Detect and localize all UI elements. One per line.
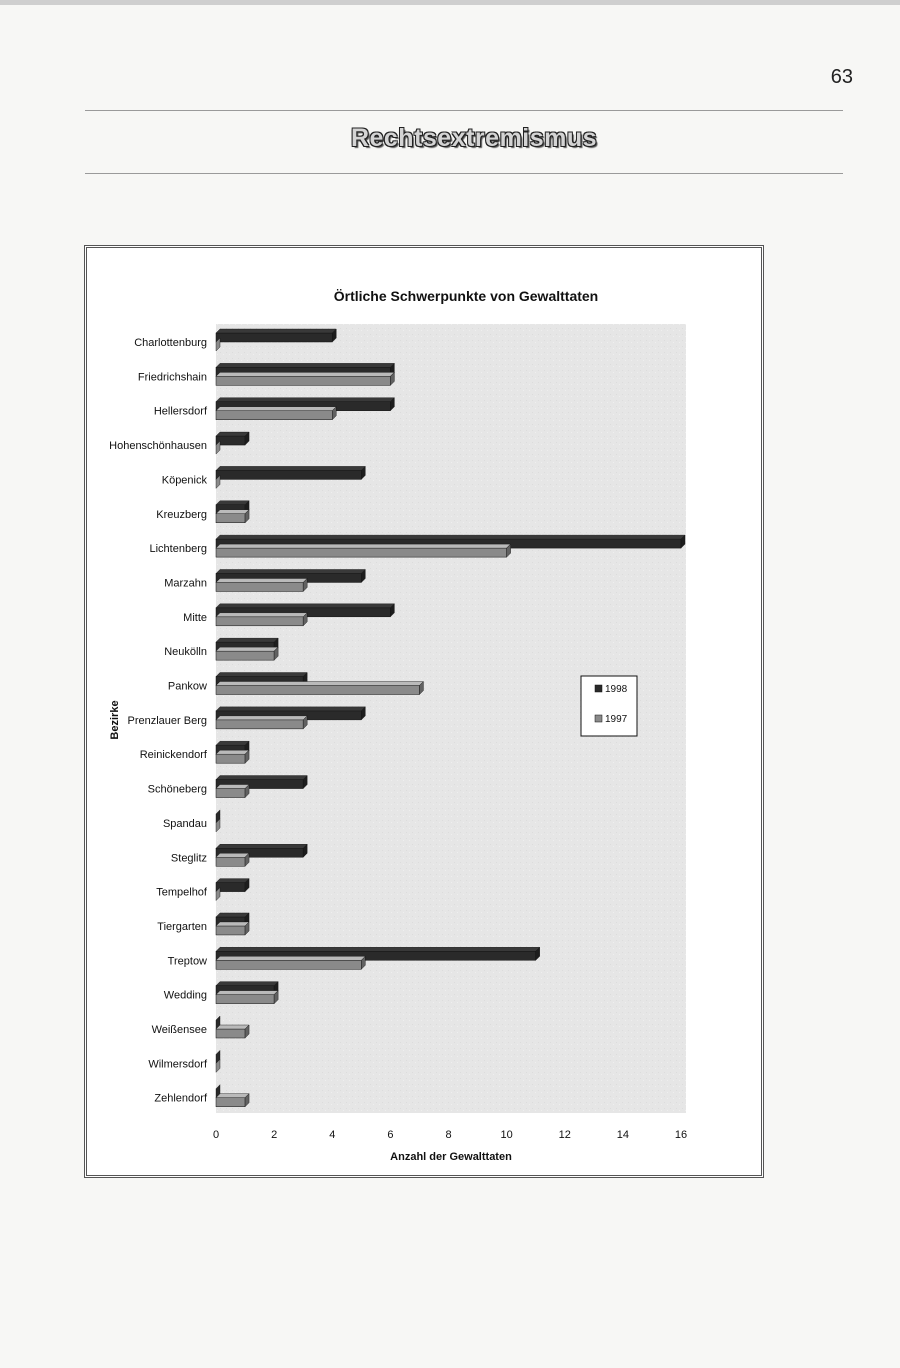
bar-1997-Zehlendorf [216, 1094, 249, 1107]
x-tick-label: 2 [271, 1129, 278, 1141]
bar-1997-Schöneberg [216, 785, 249, 798]
category-label: Köpenick [161, 474, 207, 487]
category-label: Schöneberg [147, 783, 207, 796]
bar-1998-Tempelhof [216, 879, 249, 892]
category-label: Prenzlauer Berg [127, 714, 207, 727]
section-title: Rechtsextremismus [350, 124, 598, 152]
category-label: Reinickendorf [139, 749, 207, 762]
bar-1997-Wedding [216, 991, 278, 1004]
x-tick-label: 14 [616, 1129, 629, 1141]
x-tick-label: 6 [387, 1129, 394, 1141]
category-label: Spandau [162, 817, 207, 830]
category-label: Weißensee [151, 1024, 207, 1036]
bar-1997-Hellersdorf [216, 407, 336, 420]
x-axis-label: Anzahl der Gewalttaten [390, 1151, 512, 1163]
header-rule-top [85, 110, 843, 111]
bar-1998-Charlottenburg [216, 329, 336, 342]
category-label: Treptow [167, 955, 207, 968]
category-label: Mitte [183, 611, 207, 624]
x-tick-label: 0 [212, 1129, 220, 1141]
bar-1997-Pankow [216, 682, 423, 695]
legend-swatch-1998 [595, 685, 602, 692]
bar-1997-Prenzlauer Berg [216, 716, 307, 729]
bar-1997-Lichtenberg [216, 544, 511, 557]
page-number: 63 [830, 66, 853, 88]
category-label: Steglitz [170, 852, 207, 865]
bar-1997-Friedrichshain [216, 372, 394, 385]
bar-1997-Kreuzberg [216, 510, 249, 523]
category-label: Hohenschönhausen [109, 440, 207, 453]
category-label: Charlottenburg [134, 337, 207, 349]
category-label: Marzahn [164, 577, 207, 590]
category-label: Zehlendorf [154, 1092, 207, 1105]
x-tick-labels [213, 1129, 687, 1141]
x-tick-label: 10 [500, 1129, 513, 1141]
category-label: Wedding [163, 989, 207, 1002]
bar-1997-Tiergarten [216, 922, 249, 935]
category-label: Lichtenberg [149, 543, 207, 556]
legend [581, 676, 637, 736]
bar-chart [87, 248, 761, 1175]
bar-1997-Marzahn [216, 578, 307, 591]
category-label: Friedrichshain [137, 371, 207, 384]
bar-1997-Treptow [216, 956, 365, 969]
x-tick-label: 8 [445, 1129, 452, 1141]
legend-label-1998: 1998 [605, 684, 628, 695]
bar-1997-Steglitz [216, 853, 249, 866]
category-label: Neukölln [164, 646, 207, 659]
chart-frame [84, 245, 764, 1178]
bar-1997-Neukölln [216, 647, 278, 660]
category-label: Tiergarten [157, 920, 207, 933]
bar-1998-Hohenschönhausen [216, 432, 249, 445]
header-rule-bottom [85, 173, 843, 174]
chart-title: Örtliche Schwerpunkte von Gewalttaten [333, 288, 599, 304]
x-tick-label: 16 [674, 1129, 688, 1141]
bar-1997-Reinickendorf [216, 750, 249, 763]
category-label: Pankow [167, 680, 207, 693]
legend-swatch-1997 [595, 715, 602, 722]
bar-1998-Köpenick [216, 466, 365, 479]
category-labels [109, 337, 208, 1105]
bar-1997-Weißensee [216, 1025, 249, 1038]
bar-1997-Mitte [216, 613, 307, 626]
scan-top-edge [0, 0, 900, 5]
x-tick-label: 12 [558, 1129, 571, 1141]
category-label: Tempelhof [156, 886, 207, 899]
x-tick-label: 4 [329, 1129, 336, 1141]
category-label: Kreuzberg [156, 508, 207, 521]
category-label: Wilmersdorf [148, 1058, 207, 1071]
category-label: Hellersdorf [153, 405, 207, 418]
legend-label-1997: 1997 [605, 714, 628, 725]
y-axis-label: Bezirke [109, 700, 121, 740]
